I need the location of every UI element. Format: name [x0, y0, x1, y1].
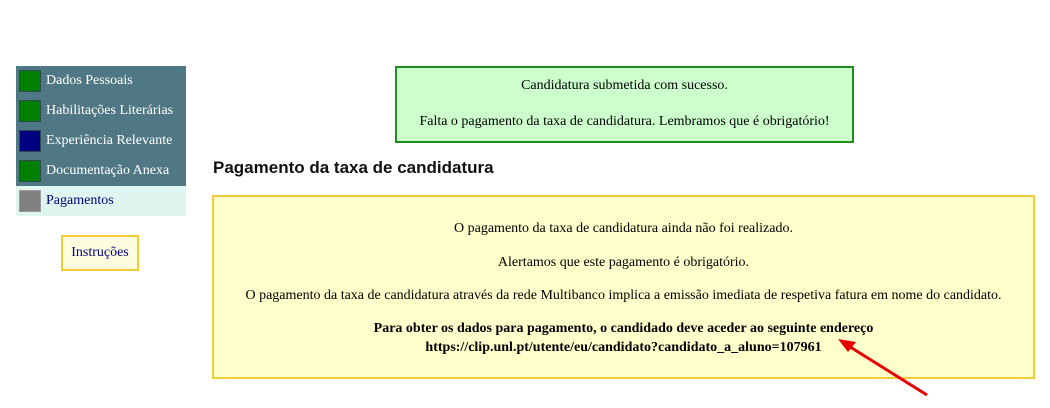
status-square-icon — [19, 190, 41, 212]
status-square-icon — [19, 130, 41, 152]
sidebar-item-habilitacoes[interactable] — [16, 96, 186, 126]
notice-line-2: Falta o pagamento da taxa de candidatura. Lembramos que é obrigatório! — [419, 114, 830, 129]
sidebar-item-label: Documentação Anexa — [46, 163, 170, 178]
payment-status-text: O pagamento da taxa de candidatura ainda não foi realizado. — [454, 221, 793, 236]
payment-invoice-text: O pagamento da taxa de candidatura através da rede Multibanco implica a emissão imediata de respetiva fatura em nome do candidato. — [245, 288, 1002, 303]
page-title: Pagamento da taxa de candidatura — [213, 158, 494, 177]
status-square-icon — [19, 70, 41, 92]
sidebar-item-label: Dados Pessoais — [46, 73, 133, 88]
sidebar-item-label: Experiência Relevante — [46, 133, 173, 148]
success-notice — [395, 66, 854, 143]
payment-url-text: https://clip.unl.pt/utente/eu/candidato?candidato_a_aluno=107961 — [425, 340, 822, 355]
sidebar-item-dados-pessoais[interactable] — [16, 66, 186, 96]
red-arrow-icon — [835, 335, 930, 400]
instructions-label: Instruções — [71, 245, 129, 260]
sidebar-item-label: Pagamentos — [46, 193, 114, 208]
payment-instructions-text: Para obter os dados para pagamento, o candidado deve aceder ao seguinte endereço — [373, 321, 874, 336]
sidebar-item-pagamentos[interactable] — [16, 186, 186, 216]
status-square-icon — [19, 160, 41, 182]
payment-mandatory-text: Alertamos que este pagamento é obrigatório. — [497, 255, 750, 270]
notice-line-1: Candidatura submetida com sucesso. — [521, 78, 728, 93]
instructions-button[interactable] — [61, 235, 139, 271]
sidebar-menu — [16, 66, 186, 216]
sidebar-item-documentacao[interactable] — [16, 156, 186, 186]
sidebar-item-experiencia[interactable] — [16, 126, 186, 156]
status-square-icon — [19, 100, 41, 122]
sidebar-item-label: Habilitações Literárias — [46, 103, 174, 118]
